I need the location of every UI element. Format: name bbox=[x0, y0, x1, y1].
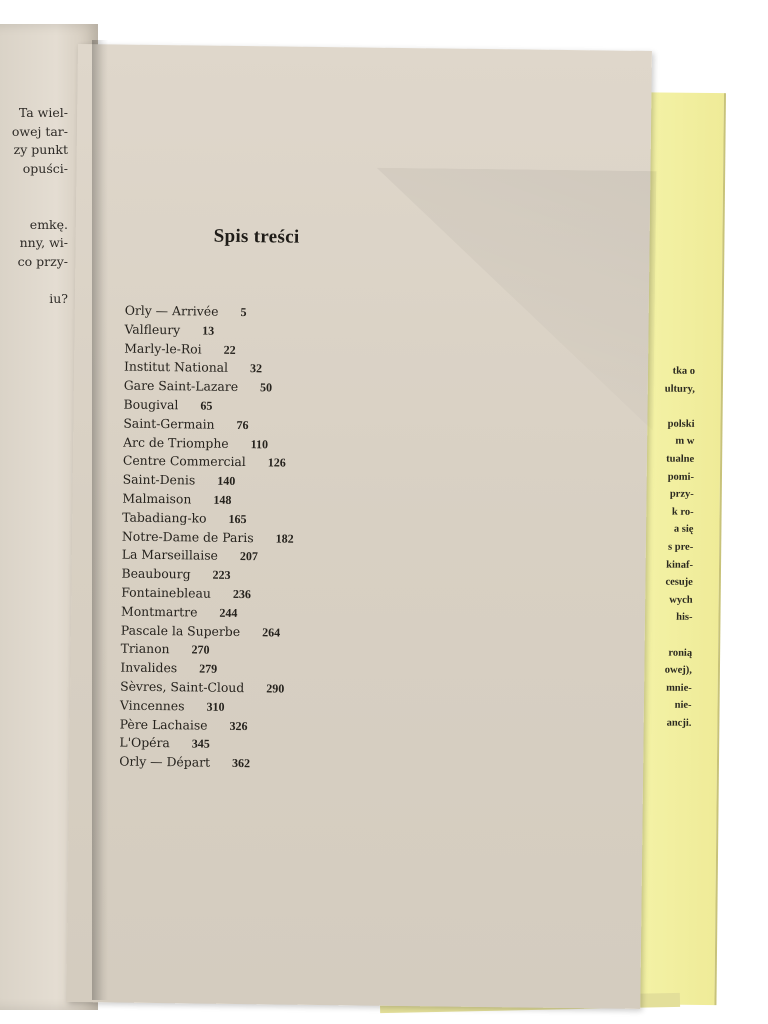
toc-entry-page-number: 13 bbox=[202, 323, 215, 338]
toc-entry-title: Institut National bbox=[123, 358, 229, 376]
toc-entry bbox=[119, 754, 291, 775]
toc-entry-title: Saint-Germain bbox=[123, 415, 215, 432]
page-title: Spis treści bbox=[213, 225, 300, 248]
flap-text-line: wych bbox=[669, 594, 693, 606]
toc-entry-title: Orly — Départ bbox=[119, 753, 211, 770]
toc-entry-title: Sèvres, Saint-Cloud bbox=[120, 678, 245, 696]
toc-entry-page-number: 22 bbox=[223, 342, 236, 357]
toc-entry bbox=[121, 622, 293, 643]
left-page-text-line: zy punkt bbox=[13, 142, 68, 158]
toc-entry-page-number: 207 bbox=[239, 549, 259, 564]
flap-text-line: a się bbox=[673, 524, 694, 536]
toc-entry-title: Marly-le-Roi bbox=[124, 340, 202, 357]
flap-text-line: his- bbox=[676, 612, 693, 624]
toc-entry-title: Saint-Denis bbox=[122, 471, 196, 488]
toc-entry-page-number: 182 bbox=[275, 531, 294, 546]
toc-entry-title: Valfleury bbox=[124, 321, 181, 338]
toc-entry-page-number: 310 bbox=[206, 699, 225, 714]
flap-text-line: s pre- bbox=[667, 541, 694, 553]
left-page-text-line: co przy- bbox=[17, 253, 68, 269]
toc-entry bbox=[120, 716, 292, 737]
left-page-text-line: opuści- bbox=[22, 160, 68, 176]
toc-entry-title: Malmaison bbox=[122, 490, 192, 507]
toc-entry bbox=[120, 679, 292, 700]
toc-entry-page-number: 165 bbox=[228, 511, 247, 526]
toc-entry bbox=[125, 303, 297, 324]
toc-entry bbox=[124, 378, 296, 399]
toc-entry-title: Gare Saint-Lazare bbox=[123, 377, 239, 395]
toc-entry-title: Montmartre bbox=[120, 603, 198, 620]
flap-text-line: ronią bbox=[668, 647, 693, 659]
toc-entry-page-number: 65 bbox=[200, 398, 213, 413]
toc-entry-title: Bougival bbox=[123, 396, 179, 413]
flap-text-line: pomi- bbox=[667, 471, 695, 483]
toc-entry bbox=[123, 453, 295, 474]
left-page-text-line: Ta wiel- bbox=[18, 105, 68, 120]
toc-entry-title: Tabadiang-ko bbox=[122, 509, 207, 526]
toc-entry-page-number: 223 bbox=[212, 567, 231, 583]
toc-entry-title: Père Lachaise bbox=[119, 716, 208, 733]
toc-entry-page-number: 270 bbox=[191, 642, 210, 657]
toc-entry bbox=[124, 321, 296, 342]
toc-entry-title: La Marseillaise bbox=[121, 546, 219, 564]
toc-entry bbox=[124, 340, 296, 361]
toc-entry-page-number: 362 bbox=[231, 756, 251, 771]
contents-page bbox=[66, 44, 652, 1009]
left-page-text-line bbox=[12, 178, 68, 197]
spine-gutter bbox=[92, 40, 108, 1000]
left-page-text-line bbox=[12, 271, 68, 290]
toc-entry-title: Arc de Triomphe bbox=[123, 434, 229, 451]
toc-entry bbox=[123, 397, 295, 418]
flap-text-line: nie- bbox=[674, 699, 692, 712]
table-of-contents bbox=[119, 303, 296, 775]
flap-text-line: tualne bbox=[666, 453, 695, 465]
toc-entry-title: L'Opéra bbox=[119, 734, 170, 751]
toc-entry-page-number: 244 bbox=[219, 605, 238, 620]
toc-entry-page-number: 32 bbox=[249, 361, 263, 376]
toc-entry-page-number: 290 bbox=[266, 681, 285, 696]
flap-text-line: ancji. bbox=[666, 717, 692, 729]
toc-entry-title: Centre Commercial bbox=[122, 452, 246, 470]
toc-entry bbox=[121, 566, 293, 587]
toc-entry bbox=[123, 415, 295, 436]
left-page-text-line: iu? bbox=[49, 290, 68, 306]
toc-entry bbox=[119, 735, 291, 756]
flap-text-line: mnie- bbox=[666, 682, 692, 694]
toc-entry-page-number: 279 bbox=[199, 661, 218, 676]
toc-entry-page-number: 345 bbox=[191, 736, 210, 751]
toc-entry-page-number: 110 bbox=[250, 436, 269, 451]
toc-entry-title: Trianon bbox=[120, 640, 170, 657]
toc-entry bbox=[122, 547, 294, 568]
flap-text-line: ultury, bbox=[664, 383, 695, 395]
toc-entry bbox=[120, 641, 292, 662]
left-page-text-line: emkę. bbox=[29, 216, 68, 232]
toc-entry-title: Pascale la Superbe bbox=[120, 622, 241, 639]
flap-text-line: kinaf- bbox=[666, 559, 694, 571]
toc-entry bbox=[122, 509, 294, 530]
toc-entry-page-number: 50 bbox=[259, 380, 273, 395]
toc-entry-page-number: 264 bbox=[262, 624, 281, 640]
toc-entry-title: Invalides bbox=[120, 659, 178, 676]
toc-entry bbox=[120, 660, 292, 681]
toc-entry-title: Beaubourg bbox=[121, 565, 191, 582]
left-page-text-block bbox=[12, 104, 68, 309]
toc-entry bbox=[121, 585, 293, 606]
toc-entry bbox=[120, 697, 292, 718]
toc-entry bbox=[121, 603, 293, 624]
flap-text-line: przy- bbox=[669, 488, 694, 501]
toc-entry-page-number: 126 bbox=[267, 455, 286, 470]
flap-text-line: m w bbox=[675, 436, 695, 448]
left-page-text-line bbox=[12, 197, 68, 216]
toc-entry bbox=[124, 359, 296, 380]
toc-entry bbox=[123, 434, 295, 455]
toc-entry-page-number: 140 bbox=[217, 473, 236, 489]
toc-entry-page-number: 5 bbox=[240, 305, 247, 320]
flap-text-line: tka o bbox=[672, 365, 696, 377]
left-page-text-line: owej tar- bbox=[11, 123, 68, 139]
toc-entry bbox=[122, 491, 294, 512]
toc-entry-page-number: 148 bbox=[213, 492, 232, 507]
toc-entry bbox=[123, 472, 295, 493]
flap-text-line: k ro- bbox=[671, 506, 694, 518]
toc-entry-title: Vincennes bbox=[119, 697, 185, 714]
toc-entry-title: Notre-Dame de Paris bbox=[121, 528, 254, 545]
toc-entry-title: Orly — Arrivée bbox=[124, 302, 219, 319]
toc-entry bbox=[122, 528, 294, 549]
toc-entry-page-number: 236 bbox=[232, 586, 251, 602]
toc-entry-page-number: 326 bbox=[229, 718, 248, 733]
flap-text-line: cesuje bbox=[665, 576, 693, 588]
toc-entry-page-number: 76 bbox=[236, 417, 249, 432]
page-fold-shadow bbox=[373, 168, 656, 431]
flap-text-line: polski bbox=[667, 418, 695, 430]
left-page-text-line: nny, wi- bbox=[19, 235, 68, 251]
toc-entry-title: Fontainebleau bbox=[121, 584, 212, 601]
flap-text-line: owej), bbox=[664, 664, 693, 676]
